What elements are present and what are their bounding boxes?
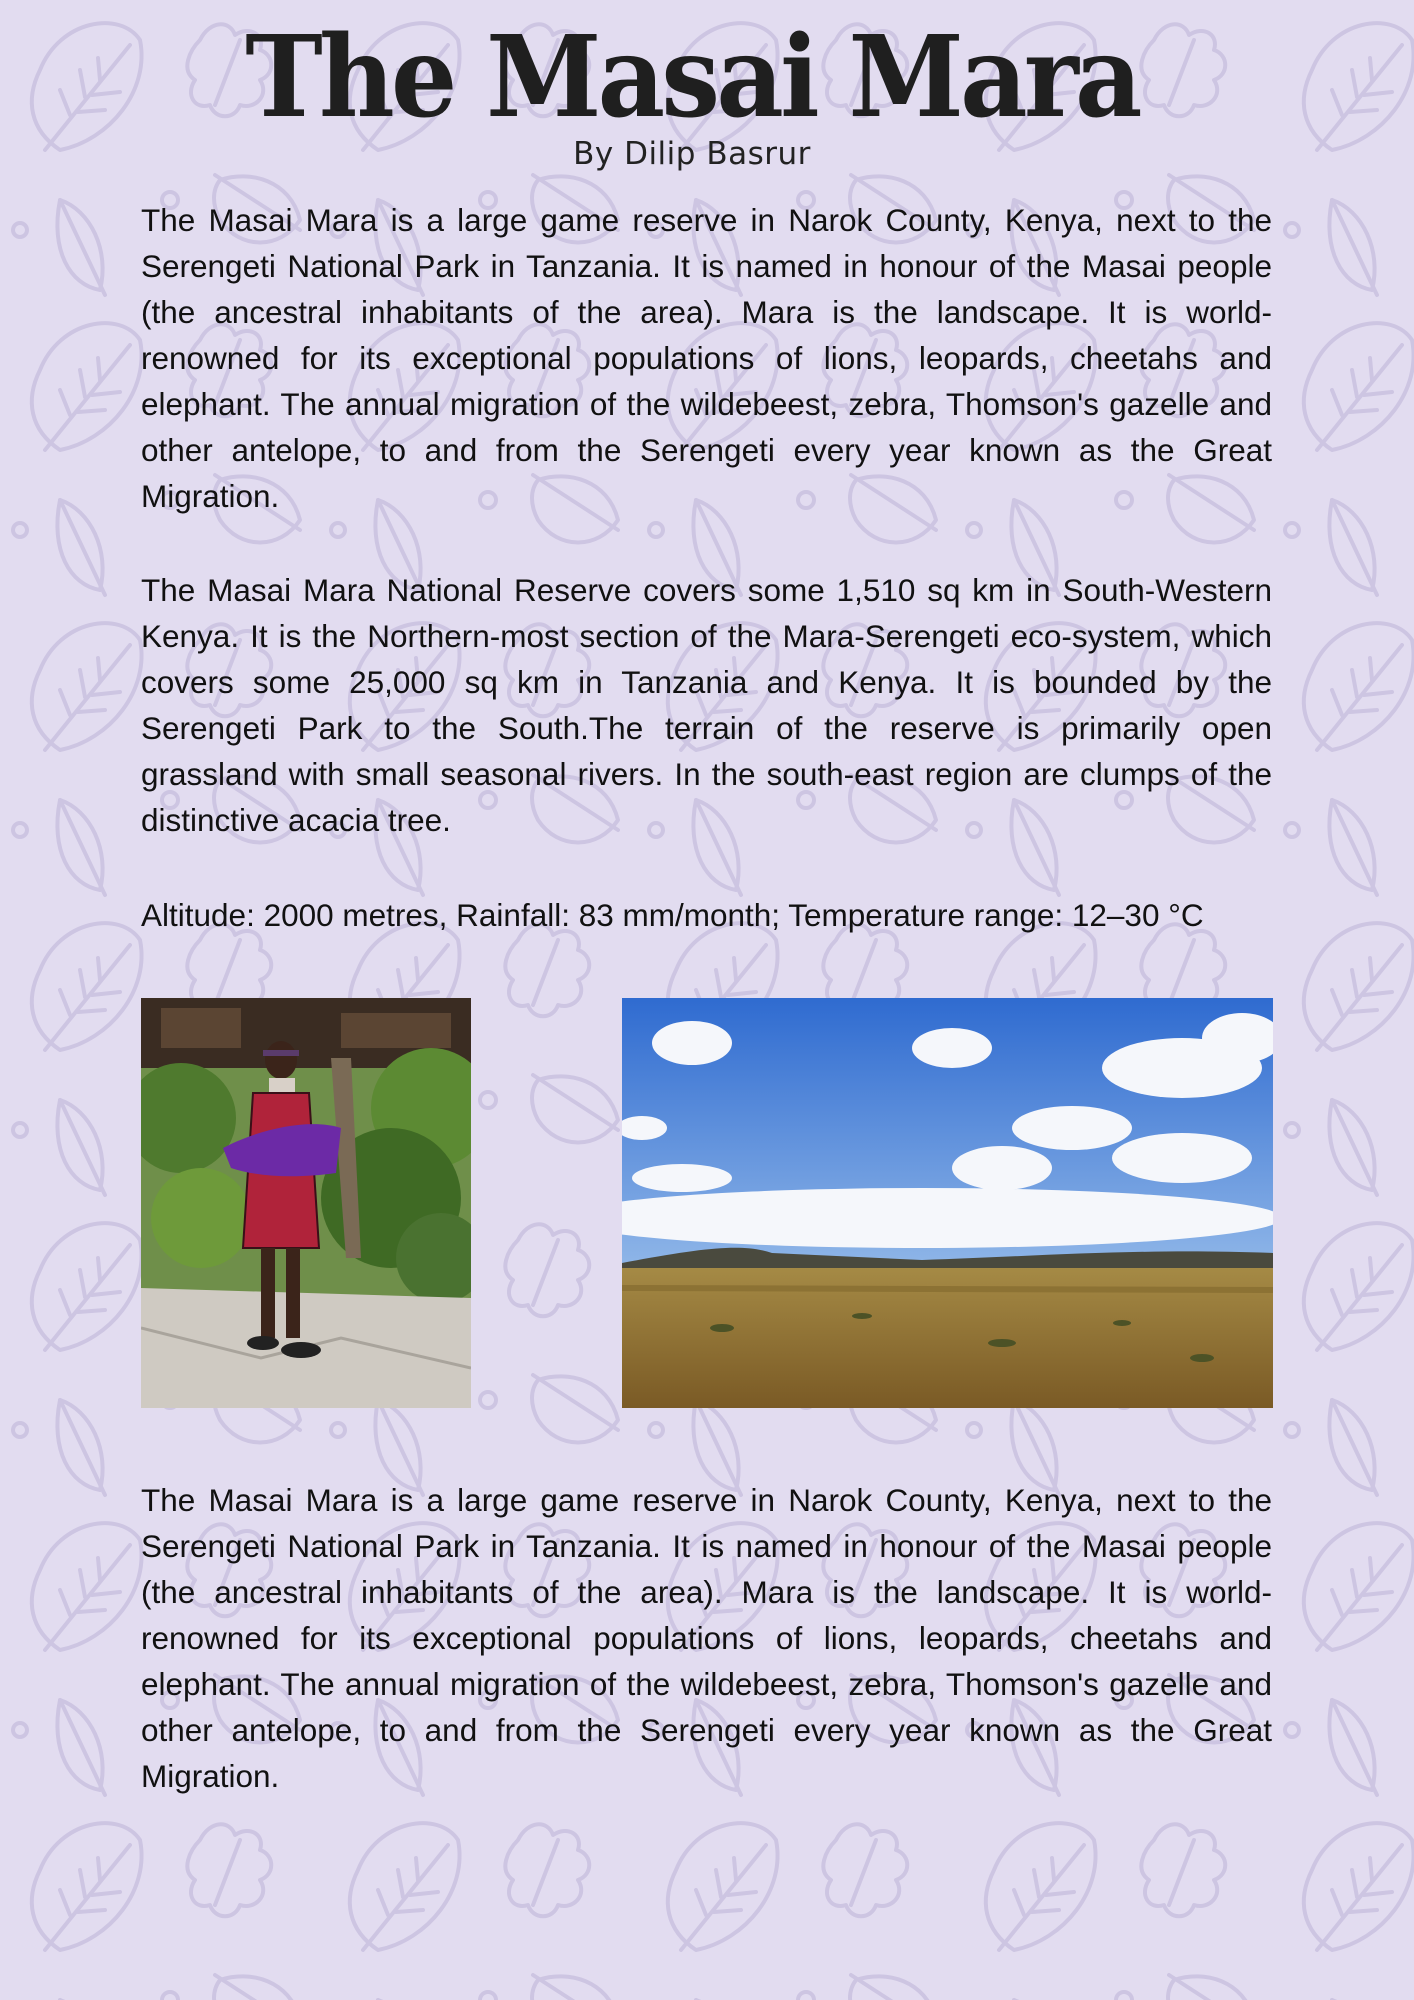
- page-title: The Masai Mara: [245, 12, 1139, 143]
- facts-line: Altitude: 2000 metres, Rainfall: 83 mm/month; Temperature range: 12–30 °C: [141, 897, 1204, 933]
- closing-paragraph: The Masai Mara is a large game reserve in Narok County, Kenya, next to the Serengeti National Park in Tanzania. It is named in honour of the Masai people (the ancestral inhabitants of the area). Mara is the landscape. It is world-renowned for its exceptional populations of lions, leopards, cheetahs and elephant. The annual migration of the wildebeest, zebra, Thomson's gazelle and other antelope, to and from the Serengeti every year known as the Great Migration.: [141, 1482, 1272, 1794]
- savanna-landscape-photo: [622, 998, 1273, 1408]
- author-byline: By Dilip Basrur: [573, 136, 811, 172]
- intro-paragraph: The Masai Mara is a large game reserve in Narok County, Kenya, next to the Serengeti National Park in Tanzania. It is named in honour of the Masai people (the ancestral inhabitants of the area). Mara is the landscape. It is world-renowned for its exceptional populations of lions, leopards, cheetahs and elephant. The annual migration of the wildebeest, zebra, Thomson's gazelle and other antelope, to and from the Serengeti every year known as the Great Migration.: [141, 202, 1272, 514]
- masai-man-photo: [141, 998, 471, 1408]
- reserve-paragraph: The Masai Mara National Reserve covers some 1,510 sq km in South-Western Kenya. It is the Northern-most section of the Mara-Serengeti eco-system, which covers some 25,000 sq km in Tanzania and Kenya. It is bounded by the Serengeti Park to the South.The terrain of the reserve is primarily open grassland with small seasonal rivers. In the south-east region are clumps of the distinctive acacia tree.: [141, 572, 1272, 838]
